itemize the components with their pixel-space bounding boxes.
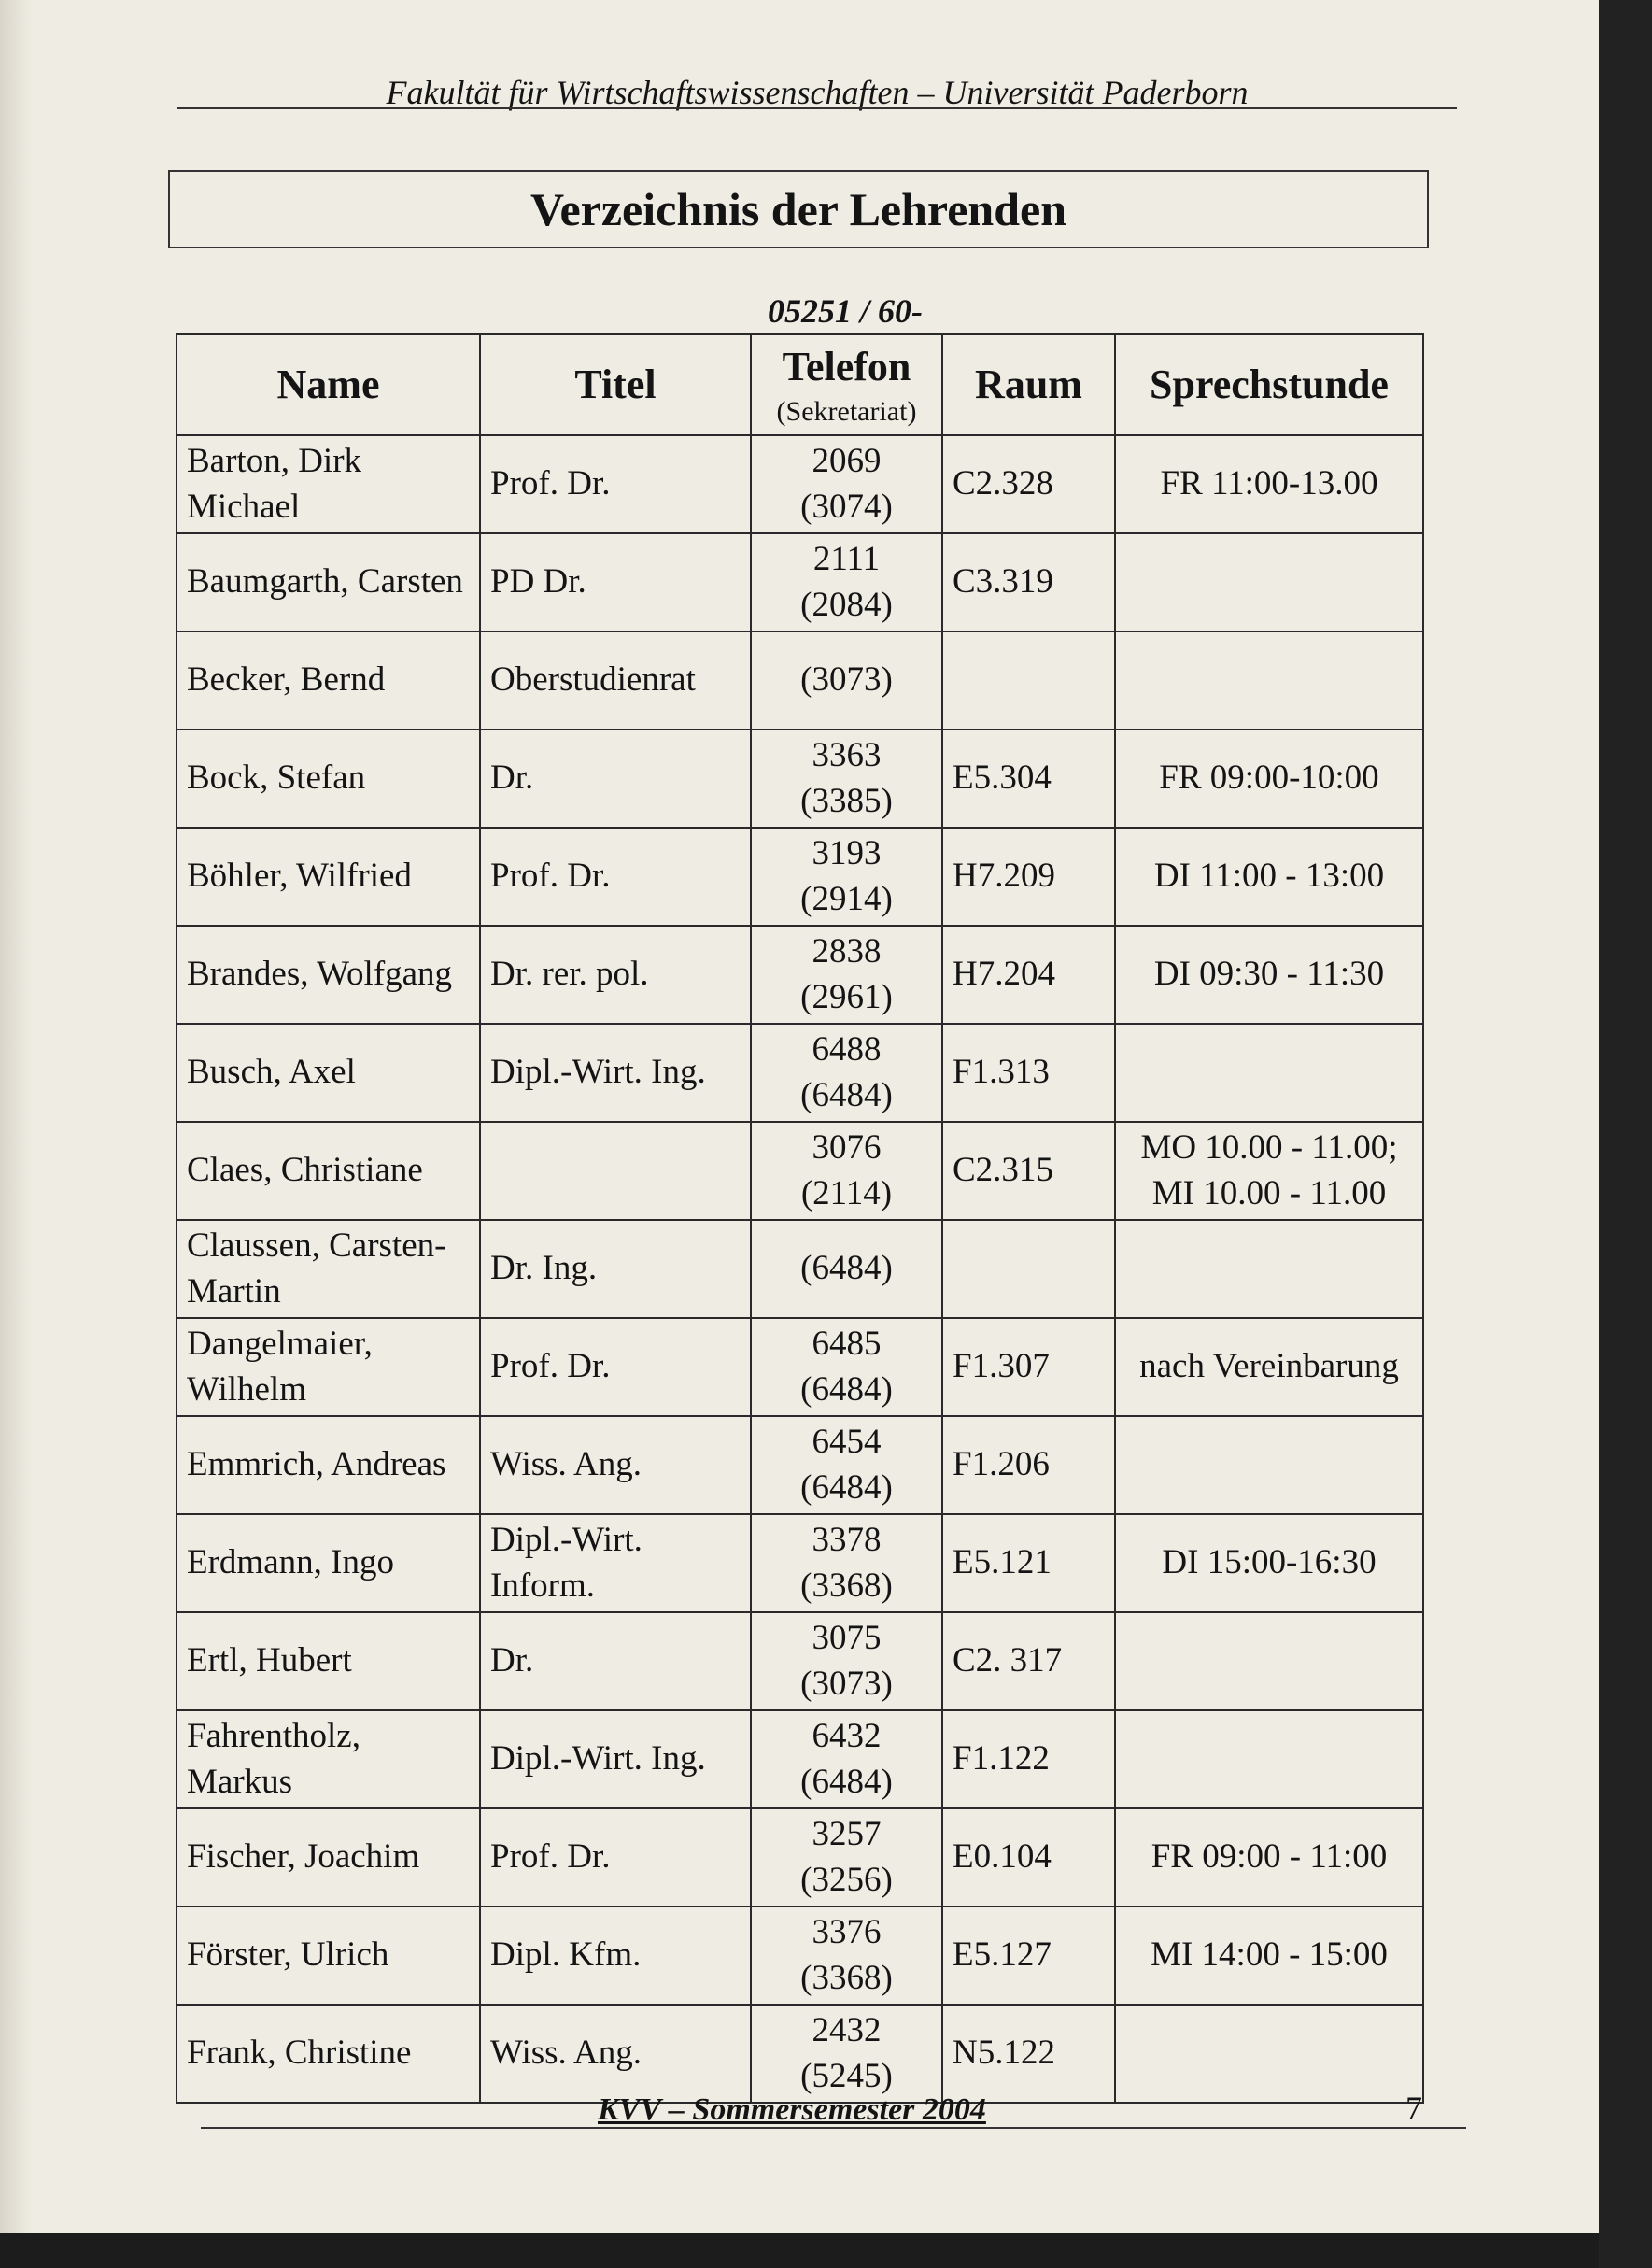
table-row: [176, 435, 1423, 533]
cell-name: Fahrentholz, Markus: [176, 1710, 480, 1808]
cell-telefon: [751, 2005, 942, 2103]
cell-telefon: [751, 631, 942, 730]
cell-name: Fischer, Joachim: [176, 1808, 480, 1907]
cell-titel: Oberstudienrat: [480, 631, 751, 730]
phone-extension: 3076: [812, 1128, 882, 1168]
table-row: [176, 1122, 1423, 1220]
cell-name: Frank, Christine: [176, 2005, 480, 2103]
cell-titel: Prof. Dr.: [480, 1808, 751, 1907]
cell-sprechstunde: FR 09:00-10:00: [1115, 730, 1423, 828]
page-title-text: Verzeichnis der Lehrenden: [529, 183, 1067, 235]
running-header: Fakultät für Wirtschaftswissenschaften – Universität Paderborn: [386, 74, 1249, 111]
cell-telefon: [751, 1710, 942, 1808]
cell-sprechstunde: [1115, 1024, 1423, 1122]
column-header-telefon-sub: (Sekretariat): [776, 396, 917, 428]
phone-extension: 2069: [812, 442, 882, 481]
cell-raum: C2. 317: [942, 1612, 1115, 1710]
cell-name: Baumgarth, Carsten: [176, 533, 480, 631]
cell-titel: Dr. rer. pol.: [480, 926, 751, 1024]
secretariat-extension: (6484): [800, 1075, 893, 1114]
cell-titel: Prof. Dr.: [480, 828, 751, 926]
secretariat-extension: (6484): [800, 1249, 893, 1288]
page-title: [168, 170, 1429, 248]
cell-sprechstunde: DI 11:00 - 13:00: [1115, 828, 1423, 926]
column-header-sprechstunde: Sprechstunde: [1115, 334, 1423, 435]
cell-titel: [480, 1122, 751, 1220]
cell-sprechstunde: nach Vereinbarung: [1115, 1318, 1423, 1416]
cell-titel: Dr. Ing.: [480, 1220, 751, 1318]
phone-extension: 3378: [812, 1521, 882, 1560]
phone-extension: 6488: [812, 1030, 882, 1070]
cell-name: Brandes, Wolfgang: [176, 926, 480, 1024]
cell-telefon: [751, 828, 942, 926]
table-header-row: [176, 334, 1423, 435]
table-row: [176, 533, 1423, 631]
cell-sprechstunde: [1115, 631, 1423, 730]
secretariat-extension: (6484): [800, 1467, 893, 1507]
column-header-telefon: [751, 334, 942, 435]
cell-sprechstunde: MI 14:00 - 15:00: [1115, 1907, 1423, 2005]
cell-raum: E5.121: [942, 1514, 1115, 1612]
column-header-telefon-label: Telefon: [782, 343, 911, 390]
cell-sprechstunde: [1115, 1220, 1423, 1318]
cell-titel: Wiss. Ang.: [480, 2005, 751, 2103]
table-row: [176, 926, 1423, 1024]
cell-sprechstunde: FR 11:00-13.00: [1115, 435, 1423, 533]
secretariat-extension: (6484): [800, 1762, 893, 1801]
cell-raum: C3.319: [942, 533, 1115, 631]
header-rule: [177, 107, 1457, 109]
cell-raum: E0.104: [942, 1808, 1115, 1907]
cell-name: Ertl, Hubert: [176, 1612, 480, 1710]
table-row: [176, 1416, 1423, 1514]
cell-raum: C2.328: [942, 435, 1115, 533]
cell-telefon: [751, 1122, 942, 1220]
cell-name: Barton, Dirk Michael: [176, 435, 480, 533]
cell-telefon: [751, 926, 942, 1024]
scan-border: [1599, 0, 1652, 2268]
cell-name: Förster, Ulrich: [176, 1907, 480, 2005]
cell-telefon: [751, 1514, 942, 1612]
cell-titel: Dipl.-Wirt. Ing.: [480, 1024, 751, 1122]
footer-label: KVV – Sommersemester 2004: [598, 2092, 986, 2127]
phone-extension: 2111: [812, 540, 881, 579]
cell-raum: E5.127: [942, 1907, 1115, 2005]
secretariat-extension: (3368): [800, 1958, 893, 1997]
cell-name: Bock, Stefan: [176, 730, 480, 828]
cell-name: Claussen, Carsten-Martin: [176, 1220, 480, 1318]
footer-rule: [201, 2127, 1466, 2129]
secretariat-extension: (6484): [800, 1369, 893, 1409]
table-row: [176, 1220, 1423, 1318]
cell-sprechstunde: FR 09:00 - 11:00: [1115, 1808, 1423, 1907]
column-header-raum: Raum: [942, 334, 1115, 435]
cell-raum: N5.122: [942, 2005, 1115, 2103]
table-row: [176, 631, 1423, 730]
secretariat-extension: (2114): [800, 1173, 893, 1212]
cell-telefon: [751, 435, 942, 533]
faculty-table: [176, 333, 1424, 2104]
phone-extension: 3257: [812, 1815, 882, 1854]
cell-sprechstunde: [1115, 1612, 1423, 1710]
secretariat-extension: (2961): [800, 977, 893, 1016]
table-row: [176, 1710, 1423, 1808]
cell-telefon: [751, 533, 942, 631]
cell-titel: Prof. Dr.: [480, 435, 751, 533]
cell-name: Böhler, Wilfried: [176, 828, 480, 926]
table-row: [176, 1514, 1423, 1612]
cell-raum: H7.204: [942, 926, 1115, 1024]
cell-titel: Dr.: [480, 730, 751, 828]
page-edge-shadow: [0, 0, 32, 2233]
cell-telefon: [751, 1220, 942, 1318]
cell-sprechstunde: MO 10.00 - 11.00; MI 10.00 - 11.00: [1115, 1122, 1423, 1220]
cell-titel: Dipl. Kfm.: [480, 1907, 751, 2005]
table-row: [176, 1907, 1423, 2005]
cell-sprechstunde: DI 15:00-16:30: [1115, 1514, 1423, 1612]
cell-raum: C2.315: [942, 1122, 1115, 1220]
secretariat-extension: (3368): [800, 1566, 893, 1605]
phone-prefix: 05251 / 60-: [768, 292, 923, 330]
cell-raum: E5.304: [942, 730, 1115, 828]
cell-name: Busch, Axel: [176, 1024, 480, 1122]
cell-telefon: [751, 1907, 942, 2005]
cell-sprechstunde: DI 09:30 - 11:30: [1115, 926, 1423, 1024]
secretariat-extension: (3256): [800, 1860, 893, 1899]
secretariat-extension: (2084): [800, 585, 893, 624]
table-row: [176, 1318, 1423, 1416]
secretariat-extension: (3074): [800, 487, 893, 526]
cell-sprechstunde: [1115, 533, 1423, 631]
cell-telefon: [751, 1318, 942, 1416]
column-header-name: Name: [176, 334, 480, 435]
cell-raum: F1.313: [942, 1024, 1115, 1122]
cell-titel: PD Dr.: [480, 533, 751, 631]
table-row: [176, 1612, 1423, 1710]
phone-extension: 6454: [812, 1423, 882, 1462]
cell-telefon: [751, 1416, 942, 1514]
cell-titel: Dipl.-Wirt. Ing.: [480, 1710, 751, 1808]
cell-titel: Dr.: [480, 1612, 751, 1710]
cell-raum: F1.122: [942, 1710, 1115, 1808]
cell-sprechstunde: [1115, 1710, 1423, 1808]
cell-sprechstunde: [1115, 2005, 1423, 2103]
cell-name: Claes, Christiane: [176, 1122, 480, 1220]
table-row: [176, 730, 1423, 828]
cell-raum: [942, 1220, 1115, 1318]
phone-extension: 3363: [812, 736, 882, 775]
table-row: [176, 1808, 1423, 1907]
cell-name: Dangelmaier, Wilhelm: [176, 1318, 480, 1416]
cell-telefon: [751, 1024, 942, 1122]
cell-titel: Prof. Dr.: [480, 1318, 751, 1416]
cell-raum: H7.209: [942, 828, 1115, 926]
cell-raum: [942, 631, 1115, 730]
column-header-titel: Titel: [480, 334, 751, 435]
cell-titel: Wiss. Ang.: [480, 1416, 751, 1514]
cell-telefon: [751, 1808, 942, 1907]
cell-sprechstunde: [1115, 1416, 1423, 1514]
phone-extension: 3193: [812, 834, 882, 873]
secretariat-extension: (3385): [800, 781, 893, 820]
secretariat-extension: (3073): [800, 660, 893, 700]
cell-name: Becker, Bernd: [176, 631, 480, 730]
cell-name: Erdmann, Ingo: [176, 1514, 480, 1612]
phone-extension: 3075: [812, 1619, 882, 1658]
phone-extension: 2838: [812, 932, 882, 971]
secretariat-extension: (3073): [800, 1664, 893, 1703]
cell-titel: Dipl.-Wirt. Inform.: [480, 1514, 751, 1612]
table-row: [176, 2005, 1423, 2103]
cell-telefon: [751, 1612, 942, 1710]
phone-extension: 3376: [812, 1913, 882, 1952]
secretariat-extension: (2914): [800, 879, 893, 918]
cell-raum: F1.206: [942, 1416, 1115, 1514]
cell-telefon: [751, 730, 942, 828]
secretariat-extension: (5245): [800, 2056, 893, 2095]
phone-extension: 6432: [812, 1717, 882, 1756]
cell-name: Emmrich, Andreas: [176, 1416, 480, 1514]
cell-raum: F1.307: [942, 1318, 1115, 1416]
table-row: [176, 1024, 1423, 1122]
phone-extension: 2432: [812, 2011, 882, 2050]
phone-extension: 6485: [812, 1325, 882, 1364]
table-row: [176, 828, 1423, 926]
page-number: 7: [1405, 2090, 1422, 2127]
